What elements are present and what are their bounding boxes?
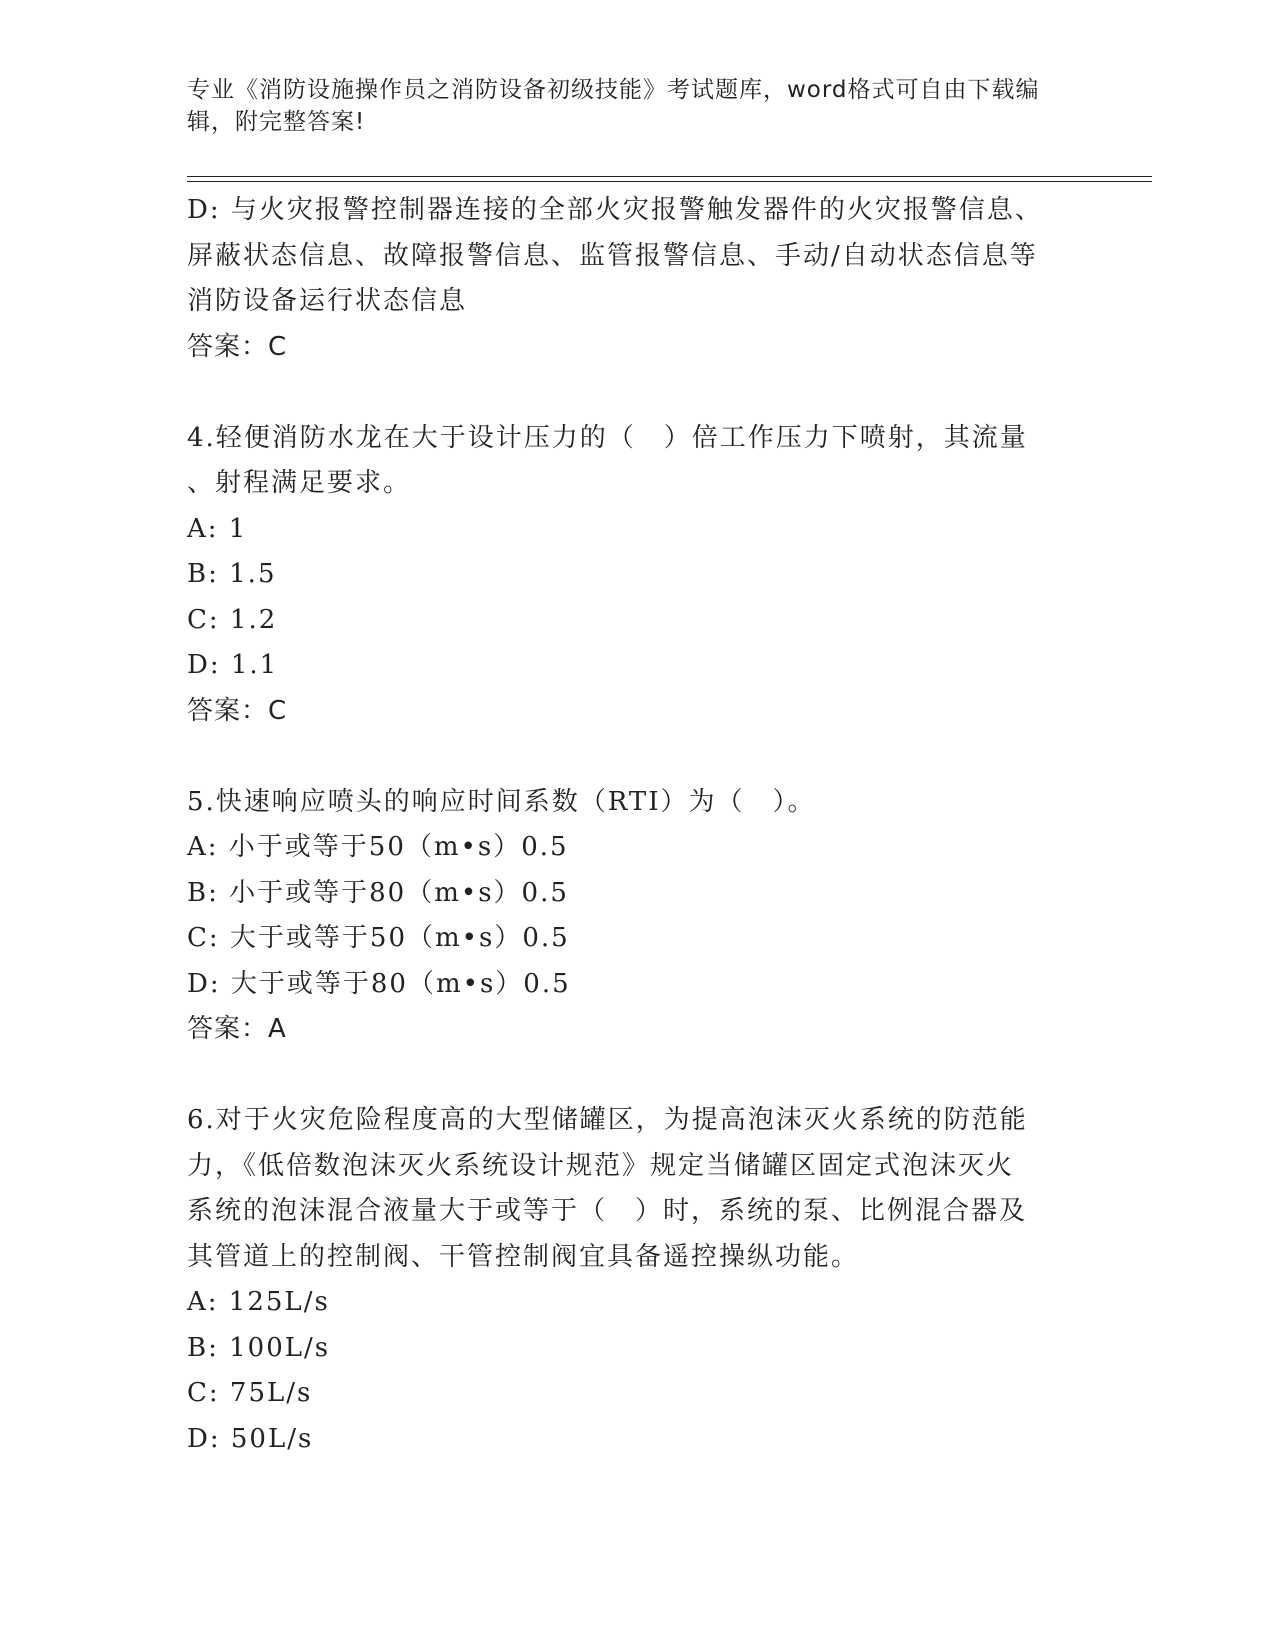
question-6 <box>187 1098 1077 1462</box>
q6-option-a: A: 125L/s <box>187 1287 330 1317</box>
question-body <box>187 188 1077 1462</box>
q6-option-d: D: 50L/s <box>187 1423 314 1454</box>
spacer <box>187 1053 1077 1099</box>
page-header <box>187 74 1067 138</box>
q4-stem-line-2: 、射程满足要求。 <box>187 468 412 498</box>
q6-stem-line-3: 系统的泡沫混合液量大于或等于（ ）时，系统的泵、比例混合器及 <box>187 1196 1028 1226</box>
spacer <box>187 734 1077 780</box>
q3-option-d-line-2: 屏蔽状态信息、故障报警信息、监管报警信息、手动/自动状态信息等 <box>187 240 1038 271</box>
q5-stem-line-1: 5.快速响应喷头的响应时间系数（RTI）为（ ）。 <box>187 786 816 817</box>
q6-stem-line-2: 力，《低倍数泡沫灭火系统设计规范》规定当储罐区固定式泡沫灭火 <box>187 1150 1015 1181</box>
q6-option-b: B: 100L/s <box>187 1332 331 1363</box>
q6-option-c: C: 75L/s <box>187 1378 313 1408</box>
question-3-tail <box>187 188 1077 370</box>
header-rule-top <box>187 176 1152 177</box>
q5-option-b: B: 小于或等于80（m•s）0.5 <box>187 877 569 908</box>
q5-option-d: D: 大于或等于80（m•s）0.5 <box>187 968 571 999</box>
q3-option-d-line-1: D: 与火灾报警控制器连接的全部火灾报警触发器件的火灾报警信息、 <box>187 195 1043 225</box>
q3-answer: 答案：C <box>187 331 288 362</box>
q5-option-a: A: 小于或等于50（m•s）0.5 <box>187 832 569 862</box>
q5-answer: 答案：A <box>187 1014 287 1044</box>
q4-stem-line-1: 4.轻便消防水龙在大于设计压力的（ ）倍工作压力下喷射，其流量 <box>187 422 1028 453</box>
q6-stem-line-1: 6.对于火灾危险程度高的大型储罐区，为提高泡沫灭火系统的防范能 <box>187 1105 1028 1135</box>
q4-option-b: B: 1.5 <box>187 559 277 589</box>
q6-stem-line-4: 其管道上的控制阀、干管控制阀宜具备遥控操纵功能。 <box>187 1241 860 1272</box>
q4-answer: 答案：C <box>187 695 288 726</box>
q4-option-d: D: 1.1 <box>187 650 279 680</box>
q4-option-a: A: 1 <box>187 513 248 544</box>
question-5 <box>187 780 1077 1053</box>
header-rule-bottom <box>187 181 1152 182</box>
question-4 <box>187 416 1077 735</box>
q5-option-c: C: 大于或等于50（m•s）0.5 <box>187 923 570 953</box>
q3-option-d-line-3: 消防设备运行状态信息 <box>187 286 468 316</box>
header-line-1: 专业《消防设施操作员之消防设备初级技能》考试题库，word格式可自由下载编 <box>187 77 1040 103</box>
q4-option-c: C: 1.2 <box>187 604 278 635</box>
header-line-2: 辑，附完整答案! <box>187 109 366 135</box>
spacer <box>187 370 1077 416</box>
